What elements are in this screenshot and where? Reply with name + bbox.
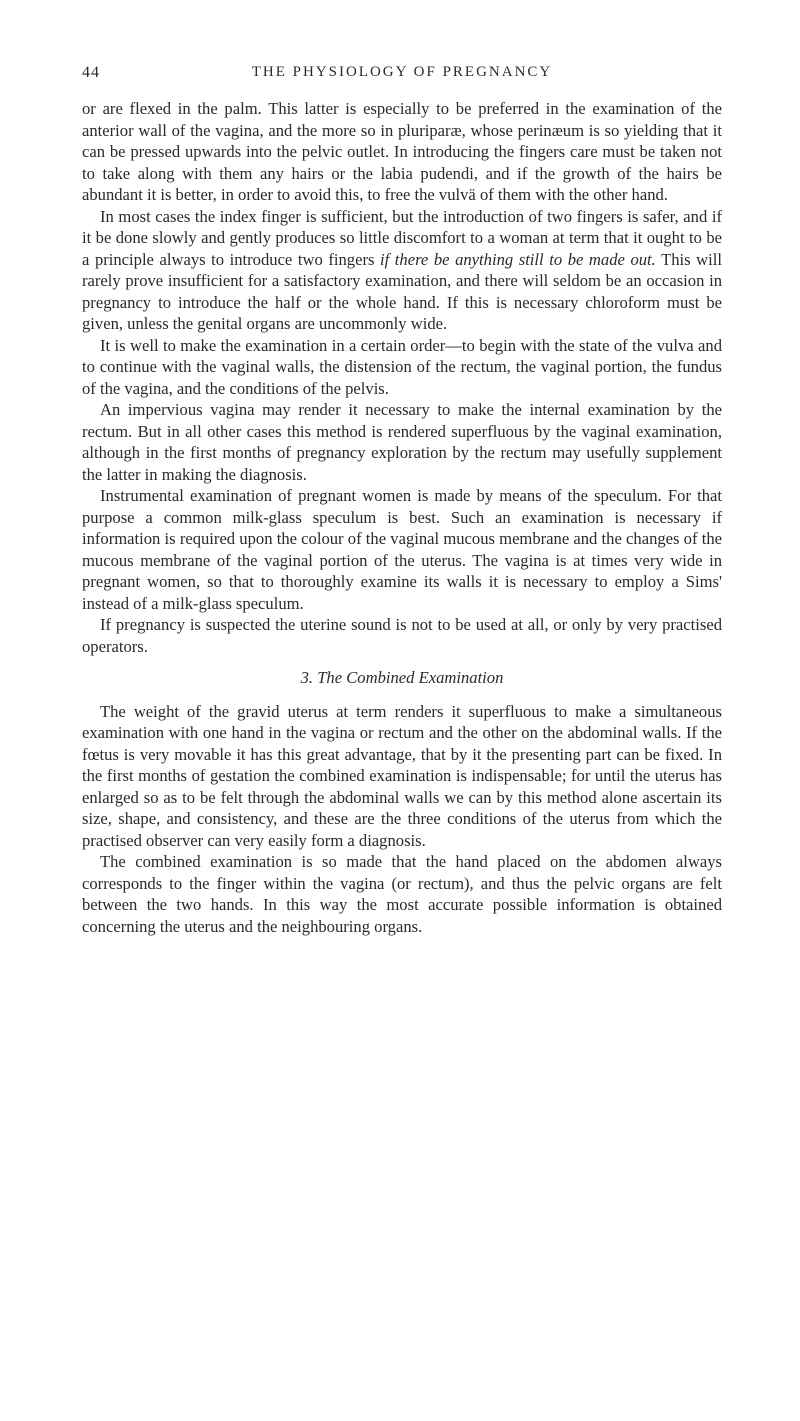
body-text (82, 98, 722, 937)
running-title: THE PHYSIOLOGY OF PREGNANCY (251, 64, 553, 80)
paragraph: or are flexed in the palm. This latter is especially to be preferred in the examination of the anterior wall of the vagina, and the more so in pluriparæ, whose perinæum is so yielding that it can be pressed upwards into the pelvic outlet. In introducing the fingers care must be taken not to take along with them any hairs or the labia pudendi, and if the growth of the hairs be abundant it is better, in order to avoid this, to free the vulvä of them with the other hand. (82, 99, 722, 204)
paragraph: If pregnancy is suspected the uterine sound is not to be used at all, or only by very practised operators. (82, 615, 722, 656)
section-heading: 3. The Combined Examination (300, 668, 504, 687)
paragraph: In most cases the index finger is sufficient, but the introduction of two fingers is safer, and if it be done slowly and gently produces so little discomfort to a woman at term that it ought to be a principle always to introduce two fingers if there be anything still to be made out. This will rarely prove insufficient for a satisfactory examination, and there will seldom be an occasion in pregnancy to introduce the half or the whole hand. If this is necessary chloroform must be given, unless the genital organs are uncommonly wide. (82, 206, 722, 333)
paragraph: Instrumental examination of pregnant women is made by means of the speculum. For that purpose a common milk-glass speculum is best. Such an examination is necessary if information is required upon the colour of the vaginal mucous membrane and the changes of the mucous membrane of the vaginal portion of the uterus. The vagina is at times very wide in pregnant women, so that to thoroughly examine its walls it is necessary to employ a Sims' instead of a milk-glass speculum. (82, 486, 722, 613)
paragraph: An impervious vagina may render it necessary to make the internal examination by the rectum. But in all other cases this method is rendered superfluous by the vaginal examination, although in the first months of pregnancy exploration by the rectum may usefully supplement the latter in making the diagnosis. (82, 400, 722, 484)
page-number: 44 (82, 64, 100, 81)
paragraph: The weight of the gravid uterus at term renders it superfluous to make a simultaneous examination with one hand in the vagina or rectum and the other on the abdominal walls. If the fœtus is very movable it has this great advantage, that by it the presenting part can be fixed. In the first months of gestation the combined examination is indispensable; for until the uterus has enlarged so as to be felt through the abdominal walls we can by this method alone ascertain its size, shape, and consistency, and these are the three conditions of the uterus from which the practised observer can very easily form a diagnosis. (82, 701, 722, 850)
emphasis-text: if there be anything still to be made out. (380, 249, 656, 269)
paragraph: It is well to make the examination in a certain order—to begin with the state of the vulva and to continue with the vaginal walls, the distension of the rectum, the vaginal portion, the fundus of the vagina, and the conditions of the pelvis. (82, 335, 722, 398)
running-head (82, 64, 722, 88)
paragraph: The combined examination is so made that the hand placed on the abdomen always corresponds to the finger within the vagina (or rectum), and thus the pelvic organs are felt between the two hands. In this way the most accurate possible information is obtained concerning the uterus and the neighbouring organs. (82, 852, 722, 936)
